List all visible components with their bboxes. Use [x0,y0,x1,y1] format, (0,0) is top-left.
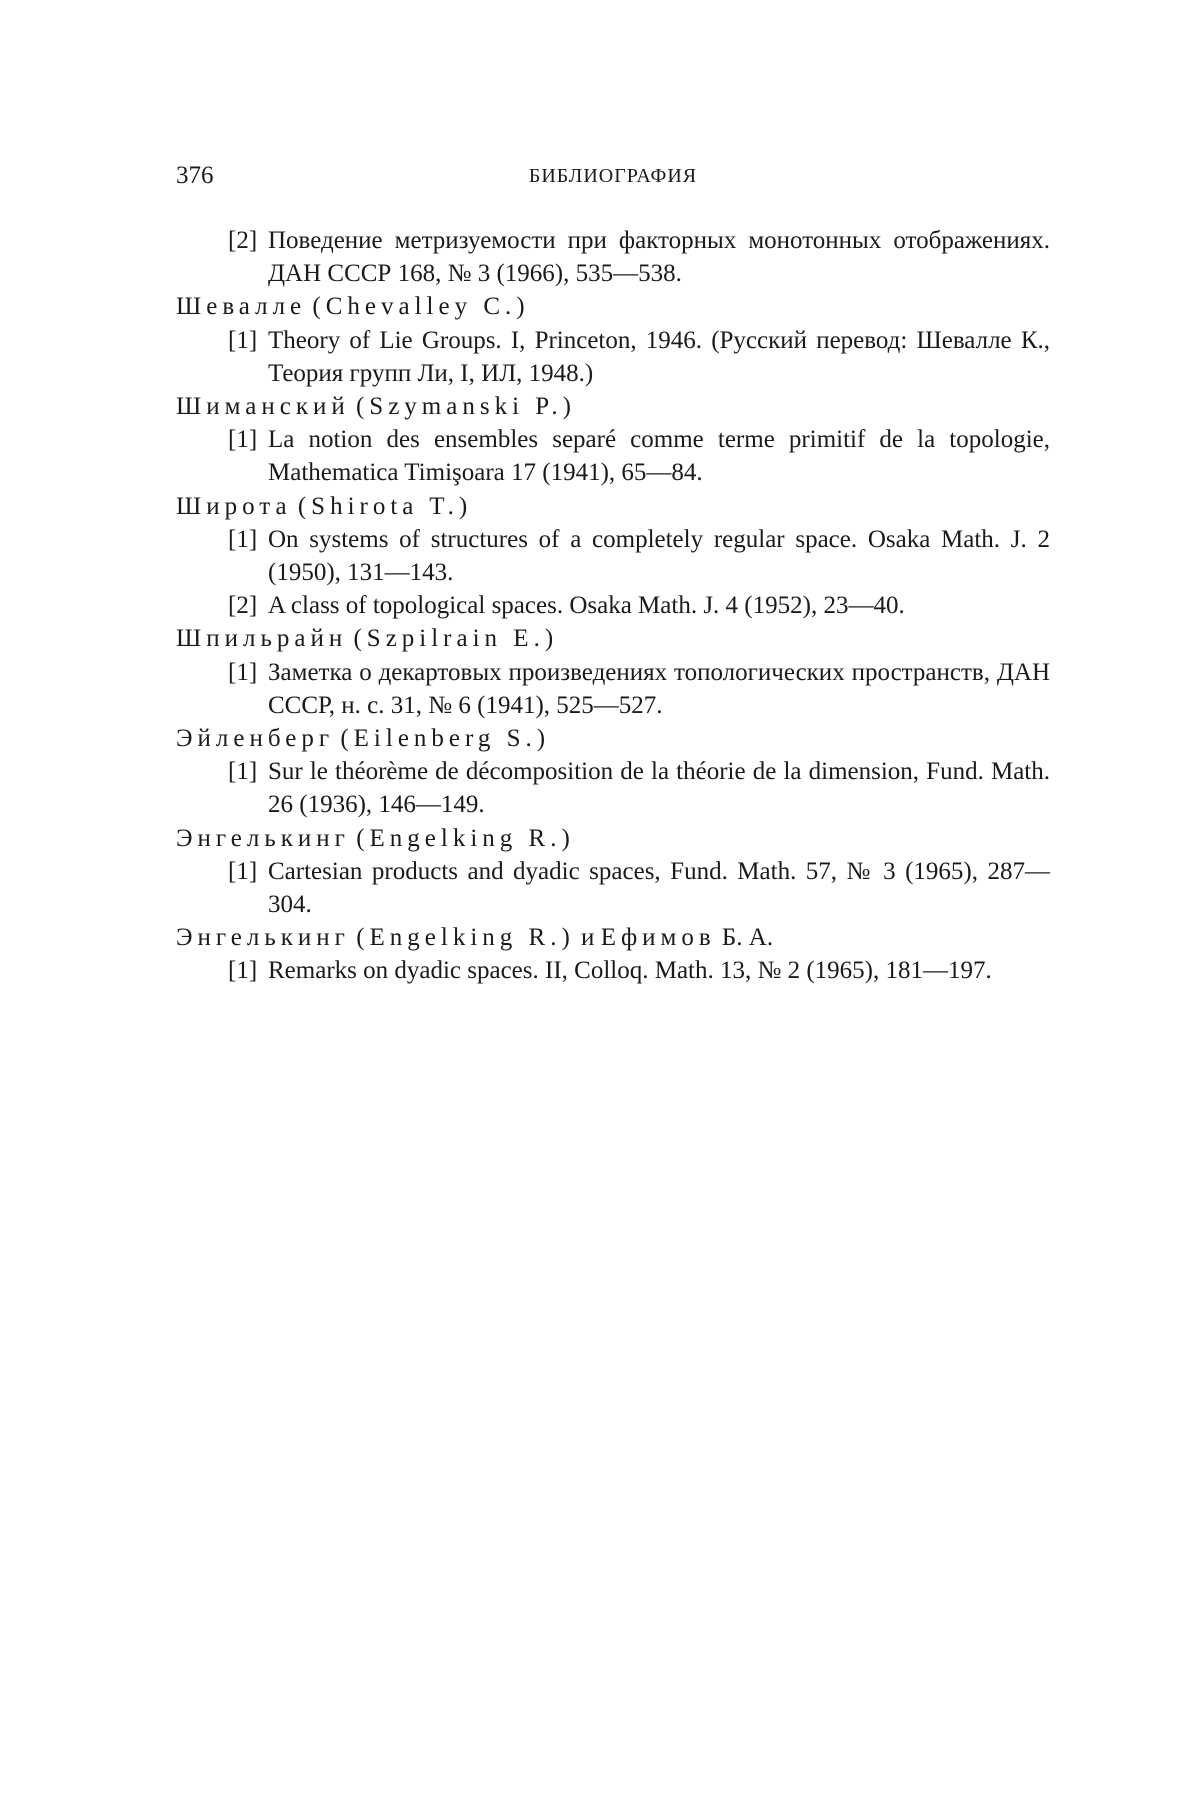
author-name: Эйленберг [176,725,335,753]
author-name: Энгелькинг [176,824,350,852]
entry-number: [1] [228,525,258,553]
author-name: Шевалле [176,293,307,321]
entry-number: [2] [228,227,258,254]
author-latin: (Shirota T.) [297,492,473,520]
page-header [176,162,1050,192]
bib-entry [176,656,1050,722]
entry-number: [1] [228,957,258,985]
coauthor-initials: Б. А. [721,924,774,952]
bib-entry [176,324,1050,390]
bib-entry [176,954,1050,987]
coauthor-connector: и [581,924,595,952]
author-latin: (Eilenberg S.) [340,725,551,753]
bib-entry [176,224,1050,290]
bib-entry [176,589,1050,622]
entry-text: Theory of Lie Groups. I, Princeton, 1946. (Русский перевод: Шевалле К., Теория групп Ли, I, ИЛ, 1948.) [268,326,1050,387]
entry-text: A class of topological spaces. Osaka Math. J. 4 (1952), 23—40. [268,592,905,620]
bibliography [176,224,1050,988]
author-heading [176,390,1050,423]
author-latin: (Engelking R.) [356,824,575,852]
author-latin: (Chevalley C.) [312,293,530,321]
author-latin: (Szymanski P.) [355,393,576,421]
entry-text: Заметка о декартовых произведениях топологических пространств, ДАН СССР, н. с. 31, № 6 (1941), 525—527. [268,658,1050,719]
author-name: Широта [176,492,292,520]
author-heading [176,921,1050,954]
bib-entry [176,855,1050,921]
author-heading [176,822,1050,855]
entry-text: Поведение метризуемости при факторных монотонных отображениях. ДАН СССР 168, № 3 (1966), 535—538. [268,227,1050,288]
author-heading [176,722,1050,755]
author-name: Шпильрайн [176,625,348,653]
coauthor-name: Ефимов [600,924,716,952]
author-heading [176,290,1050,323]
entry-number: [2] [228,592,258,620]
author-name: Шиманский [176,393,350,421]
author-heading [176,622,1050,655]
entry-text: La notion des ensembles separé comme terme primitif de la topologie, Mathematica Timişoara 17 (1941), 65—84. [268,426,1050,487]
author-heading [176,490,1050,523]
entry-text: Cartesian products and dyadic spaces, Fund. Math. 57, № 3 (1965), 287—304. [268,857,1050,919]
entry-text: On systems of structures of a completely regular space. Osaka Math. J. 2 (1950), 131—143. [268,525,1050,587]
page-number: 376 [176,162,214,189]
author-latin: (Engelking R.) [356,924,575,952]
author-name: Энгелькинг [176,924,350,952]
entry-number: [1] [228,426,258,454]
running-head: БИБЛИОГРАФИЯ [528,165,698,187]
entry-text: Sur le théorème de décomposition de la théorie de la dimension, Fund. Math. 26 (1936), 146—149. [268,758,1050,819]
author-latin: (Szpilrain E.) [353,625,559,653]
entry-number: [1] [228,857,258,885]
bib-entry [176,423,1050,489]
entry-number: [1] [228,326,258,354]
entry-number: [1] [228,758,258,786]
entry-number: [1] [228,658,258,686]
entry-text: Remarks on dyadic spaces. II, Colloq. Math. 13, № 2 (1965), 181—197. [268,957,992,985]
bib-entry [176,523,1050,589]
bib-entry [176,755,1050,821]
